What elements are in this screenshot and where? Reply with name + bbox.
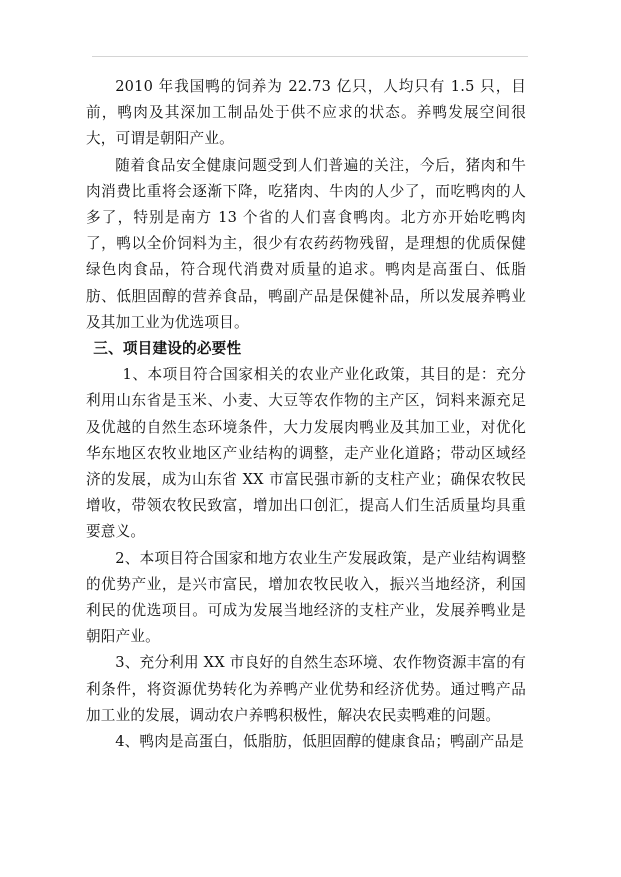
paragraph-necessity-1: 1、本项目符合国家相关的农业产业化政策，其目的是：充分利用山东省是玉米、小麦、大豆等农作物的主产区，饲料来源充足及优越的自然生态环境条件，大力发展肉鸭业及其加工业，对优化华东地区农牧业地区产业结构的调整，走产业化道路；带动区域经济的发展，成为山东省 XX 市富民强市新的支柱产业；确保农牧民增收，带领农牧民致富，增加出口创汇，提高人们生活质量均具重要意义。 bbox=[86, 366, 526, 541]
paragraph-necessity-4: 4、鸭肉是高蛋白，低脂肪，低胆固醇的健康食品；鸭副产品是 bbox=[115, 733, 525, 751]
paragraph-necessity-3: 3、充分利用 XX 市良好的自然生态环境、农作物资源丰富的有利条件，将资源优势转化为养鸭产业优势和经济优势。通过鸭产品加工业的发展，调动农户养鸭积极性，解决农民卖鸭难的问题。 bbox=[86, 654, 526, 724]
section-heading-necessity: 三、项目建设的必要性 bbox=[93, 340, 242, 358]
document-body bbox=[86, 74, 526, 755]
paragraph-necessity-2: 2、本项目符合国家和地方农业生产发展政策，是产业结构调整的优势产业，是兴市富民，增加农牧民收入，振兴当地经济，利国利民的优选项目。可成为发展当地经济的支柱产业，发展养鸭业是朝阳产业。 bbox=[86, 549, 526, 646]
paragraph-duck-stats: 2010 年我国鸭的饲养为 22.73 亿只，人均只有 1.5 只，目前，鸭肉及其深加工制品处于供不应求的状态。养鸭发展空间很大，可谓是朝阳产业。 bbox=[86, 78, 526, 148]
paragraph-food-safety: 随着食品安全健康问题受到人们普遍的关注，今后，猪肉和牛肉消费比重将会逐渐下降，吃猪肉、牛肉的人少了，而吃鸭肉的人多了，特别是南方 13 个省的人们喜食鸭肉。北方亦开始吃鸭肉了，鸭以全价饲料为主，很少有农药药物残留，是理想的优质保健绿色肉食品，符合现代消费对质量的追求。鸭肉是高蛋白、低脂肪、低胆固醇的营养食品，鸭副产品是保健补品，所以发展养鸭业及其加工业为优选项目。 bbox=[86, 156, 526, 331]
header-divider bbox=[92, 56, 528, 57]
